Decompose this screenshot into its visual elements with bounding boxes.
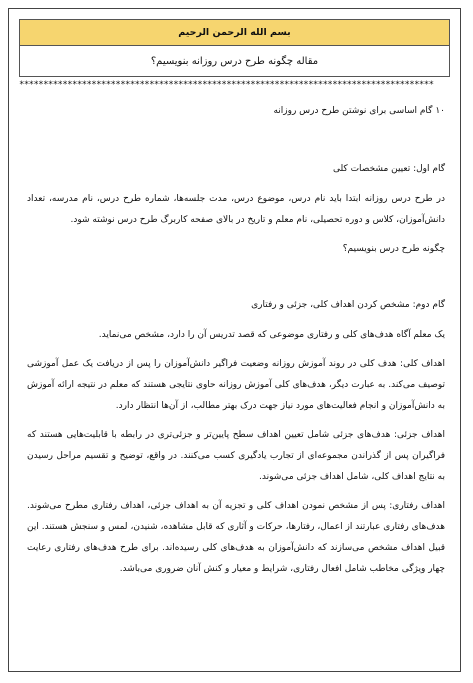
question-line: چگونه طرح درس بنویسیم؟: [342, 244, 445, 254]
star-divider: **************************************************************************************: [19, 80, 434, 90]
intro-line: ۱۰ گام اساسی برای نوشتن طرح درس روزانه: [273, 106, 445, 116]
step1-paragraph: در طرح درس روزانه ابتدا باید نام درس، موضوع درس، مدت جلسه‌ها، شماره طرح درس، نام مدرسه، تعداد دانش‌آموزان، کلاس و دوره تحصیلی، نام معلم و تاریخ در بالای صفحه کاربرگ طرح درس نوشته شود.: [27, 194, 445, 225]
partial-goals-paragraph: اهداف جزئی: هدف‌های جزئی شامل تعیین اهداف سطح پایین‌تر و جزئی‌تری در رابطه با قابلیت‌هایی هستند که فراگیران پس از گذراندن مجموعه‌ای از تجارب یادگیری کسب می‌کنند. در واقع، توضیح و تقسیم مراحل رسیدن به نتایج اهداف کلی، شامل اهداف جزئی می‌شوند.: [27, 430, 445, 482]
document-title: مقاله چگونه طرح درس روزانه بنویسیم؟: [150, 56, 319, 67]
header-box: [19, 19, 450, 77]
basmala: بسم الله الرحمن الرحیم: [20, 20, 449, 46]
step1-heading: گام اول: تعیین مشخصات کلی: [332, 164, 445, 174]
step2-paragraph: یک معلم آگاه هدف‌های کلی و رفتاری موضوعی که قصد تدریس آن را دارد، مشخص می‌نماید.: [98, 330, 445, 340]
document-page: [8, 8, 461, 672]
general-goals-paragraph: اهداف کلی: هدف کلی در روند آموزش روزانه وضعیت فراگیر دانش‌آموزان را پس از دریافت یک عمل آموزشی توصیف می‌کند. به عبارت دیگر، هدف‌های کلی آموزش روزانه حاوی نتایجی هستند که معلم در نتیجه ارائه آموزش به دانش‌آموزان و انجام فعالیت‌های مورد نیاز جهت درک بهتر مطالب، از آن‌ها انتظار دارد.: [27, 359, 445, 411]
behavioral-goals-paragraph: اهداف رفتاری: پس از مشخص نمودن اهداف کلی و تجزیه آن به اهداف جزئی، اهداف رفتاری مطرح می‌شوند. هدف‌های رفتاری عبارتند از اعمال، رفتارها، حرکات و آثاری که قابل مشاهده، شنیدن، لمس و سنجش هستند. این قبیل اهداف مشخص می‌سازند که دانش‌آموزان به هدف‌های کلی رسیده‌اند. برای طرح هدف‌های رفتاری رعایت چهار ویژگی مخاطب شامل افعال رفتاری، شرایط و معیار و کنش آنان ضروری می‌باشد.: [27, 501, 445, 574]
step2-heading: گام دوم: مشخص کردن اهداف کلی، جزئی و رفتاری: [251, 300, 445, 310]
article-body: [27, 101, 445, 580]
